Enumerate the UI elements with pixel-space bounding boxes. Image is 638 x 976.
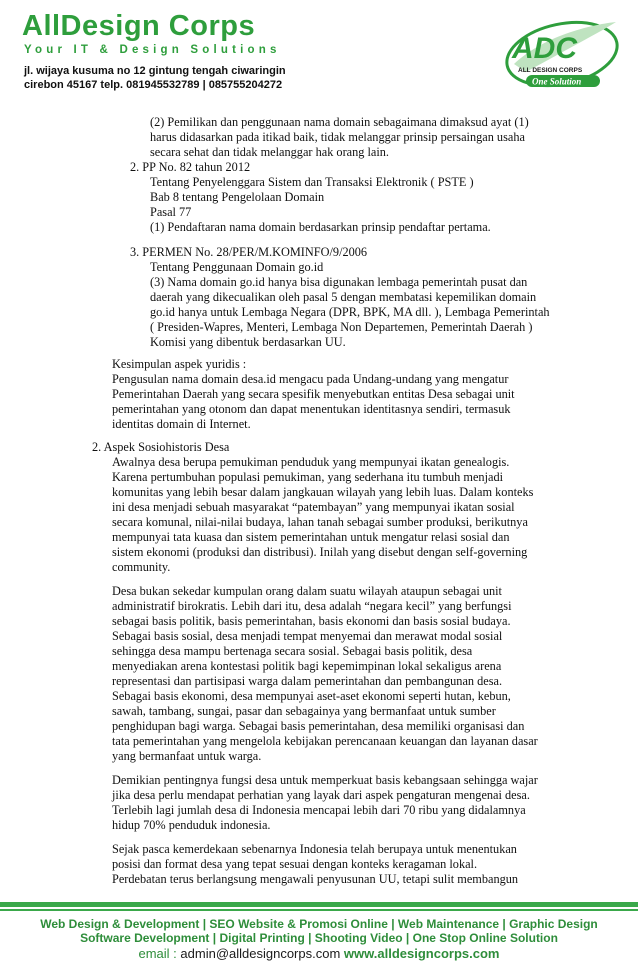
address-line-2: cirebon 45167 telp. 081945532789 | 085755204272 xyxy=(24,79,283,91)
text-line: tata pemerintahan yang mengelola kebijakan perencanaan keuangan dan layanan dasar xyxy=(112,734,538,748)
text-line: Perdebatan terus berlangsung mengawali penyusunan UU, tetapi sulit membangun xyxy=(112,872,519,886)
text-line: Sebagai basis ekonomi, desa mempunyai aset-aset ekonomi seperti hutan, kebun, xyxy=(112,689,511,703)
text-line: Demikian pentingnya fungsi desa untuk memperkuat basis kebangsaan sehingga wajar xyxy=(112,773,538,787)
text-line: posisi dan format desa yang tepat sesuai dengan konteks keragaman lokal. xyxy=(112,857,478,871)
list-item: 2. PP No. 82 tahun 2012 xyxy=(130,160,251,174)
text-line: community. xyxy=(112,560,171,574)
footer-contact xyxy=(0,946,638,962)
footer-divider xyxy=(0,902,638,907)
text-line: (3) Nama domain go.id hanya bisa digunakan lembaga pemerintah pusat dan xyxy=(150,275,528,289)
text-line: ( Presiden-Wapres, Menteri, Lembaga Non Departemen, Pemerintah Daerah ) xyxy=(150,320,533,334)
adc-logo xyxy=(496,14,620,96)
text-line: Tentang Penggunaan Domain go.id xyxy=(150,260,324,274)
logo-letters: ADC xyxy=(512,32,577,65)
footer-services-line-1: Web Design & Development | SEO Website & Promosi Online | Web Maintenance | Graphic Design xyxy=(40,917,598,931)
text-line: hidup 70% penduduk indonesia. xyxy=(112,818,271,832)
text-line: sistem ekonomi (produksi dan distribusi). Inilah yang disebut dengan self-governing xyxy=(112,545,528,559)
footer-services-line-2: Software Development | Digital Printing | Shooting Video | One Stop Online Solution xyxy=(80,931,558,945)
logo-subtitle: ALL DESIGN CORPS xyxy=(518,67,583,74)
text-line: sawah, tambang, sungai, pasar dan sebagainya yang bermanfaat untuk sumber xyxy=(112,704,496,718)
text-line: mempunyai tata kuasa dan sistem pemerintahan untuk mengatur relasi sosial dan xyxy=(112,530,510,544)
text-line: Bab 8 tentang Pengelolaan Domain xyxy=(150,190,325,204)
address-line-1: jl. wijaya kusuma no 12 gintung tengah ciwaringin xyxy=(24,65,286,77)
text-line: go.id hanya untuk Lembaga Negara (DPR, BPK, MA dll. ), Lembaga Pemerintah xyxy=(150,305,550,319)
text-line: sebagai basis politik, basis pemerintahan, basis ekonomi dan basis sosial budaya. xyxy=(112,614,511,628)
text-line: Desa bukan sekedar kumpulan orang dalam suatu wilayah ataupun sebagai unit xyxy=(112,584,502,598)
text-line: komunitas yang lebih besar dalam jangkauan wilayah yang lebih luas. Dalam konteks xyxy=(112,485,534,499)
text-line: harus didasarkan pada itikad baik, tidak melanggar prinsip persaingan usaha xyxy=(150,130,525,144)
website-link[interactable]: www.alldesigncorps.com xyxy=(343,946,500,961)
text-line: Pasal 77 xyxy=(150,205,192,219)
text-line: penghidupan bagi warga. Sebagai basis pemerintahan, desa memiliki organisasi dan xyxy=(112,719,525,733)
logo-script: One Solution xyxy=(532,76,582,87)
list-item: 3. PERMEN No. 28/PER/M.KOMINFO/9/2006 xyxy=(130,245,368,259)
footer-divider-thin xyxy=(0,909,638,911)
text-line: Sejak pasca kemerdekaan sebenarnya Indonesia telah berupaya untuk menentukan xyxy=(112,842,517,856)
list-item: 2. Aspek Sosiohistoris Desa xyxy=(92,440,230,454)
text-line: Pengusulan nama domain desa.id mengacu pada Undang-undang yang mengatur xyxy=(112,372,509,386)
letterhead xyxy=(0,0,638,105)
text-line: secara komunal, nilai-nilai budaya, lahan tanah sebagai sumber produksi, berikutnya xyxy=(112,515,528,529)
text-line: ini desa menjadi sebuah masyarakat “patembayan” yang mempunyai ikatan sosial xyxy=(112,500,515,514)
text-line: (2) Pemilikan dan penggunaan nama domain sebagaimana dimaksud ayat (1) xyxy=(150,115,529,129)
text-line: Awalnya desa berupa pemukiman penduduk yang mempunyai ikatan genealogis. xyxy=(112,455,510,469)
company-address xyxy=(24,64,286,92)
text-line: Tentang Penyelenggara Sistem dan Transaksi Elektronik ( PSTE ) xyxy=(150,175,474,189)
text-line: yang bermanfaat untuk warga. xyxy=(112,749,262,763)
text-line: administratif birokratis. Lebih dari itu, desa adalah “negara kecil” yang berfungsi xyxy=(112,599,512,613)
text-line: Kesimpulan aspek yuridis : xyxy=(112,357,247,371)
brand-name: AllDesign Corps xyxy=(22,10,256,42)
text-line: daerah yang dikecualikan oleh pasal 5 dengan membatasi kepemilikan domain xyxy=(150,290,537,304)
text-line: Terlebih lagi jumlah desa di Indonesia mencapai lebih dari 70 ribu yang didalamnya xyxy=(112,803,526,817)
brand-tagline: Your IT & Design Solutions xyxy=(24,44,281,56)
email-label: email : xyxy=(138,946,181,961)
text-line: Karena pertumbuhan populasi pemukiman, yang sederhana itu tumbuh menjadi xyxy=(112,470,504,484)
text-line: sehingga desa mampu bertenaga secara sosial. Sebagai basis politik, desa xyxy=(112,644,473,658)
text-line: Sebagai basis sosial, desa menjadi tempat menyemai dan merawat modal sosial xyxy=(112,629,503,643)
text-line: Pemerintahan Daerah yang secara spesifik menyebutkan entitas Desa sebagai unit xyxy=(112,387,515,401)
text-line: secara sehat dan tidak melanggar hak orang lain. xyxy=(150,145,390,159)
text-line: jika desa perlu mendapat perhatian yang layak dari aspek pengaturan mengenai desa. xyxy=(112,788,530,802)
text-line: identitas domain di Internet. xyxy=(112,417,251,431)
text-line: (1) Pendaftaran nama domain berdasarkan prinsip pendaftar pertama. xyxy=(150,220,491,234)
text-line: representasi dan partisipasi warga dalam pemerintahan dan pembangunan desa. xyxy=(112,674,503,688)
email-link[interactable]: admin@alldesigncorps.com xyxy=(180,946,341,961)
text-line: pemerintahan yang otonom dan dapat menentukan identitasnya sendiri, termasuk xyxy=(112,402,511,416)
text-line: menyediakan arena kontestasi politik bagi kepemimpinan lokal sekaligus arena xyxy=(112,659,502,673)
text-line: Komisi yang dibentuk berdasarkan UU. xyxy=(150,335,346,349)
